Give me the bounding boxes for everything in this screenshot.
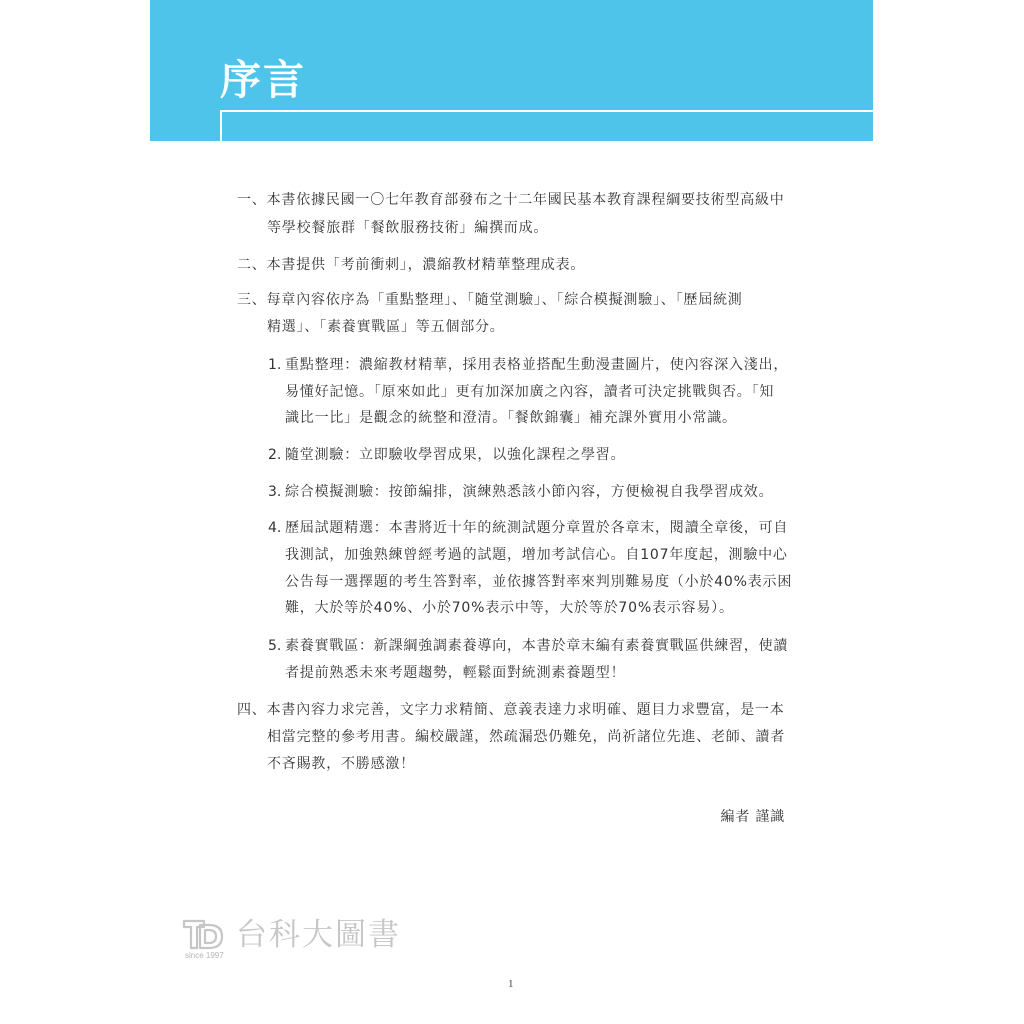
- item-5-number: 5.: [268, 638, 282, 654]
- item-4-text: 歷屆試題精選：本書將近十年的統測試題分章置於各章末，閱讀全章後，可自: [285, 520, 789, 536]
- item-3-line-1: [268, 482, 773, 502]
- section-2-marker: 二、: [237, 257, 267, 273]
- item-4-line-1: [268, 518, 788, 538]
- section-4-marker: 四、: [237, 702, 267, 718]
- section-3-line-2: 精選」、「素養實戰區」等五個部分。: [267, 319, 505, 335]
- item-1-text: 重點整理：濃縮教材精華，採用表格並搭配生動漫畫圖片，使內容深入淺出，: [285, 357, 789, 373]
- page-title: 序言: [220, 56, 306, 104]
- header-rule-vertical: [220, 110, 222, 141]
- section-3-text: 每章內容依序為「重點整理」、「隨堂測驗」、「綜合模擬測驗」、「歷屆統測: [266, 292, 743, 308]
- publisher-name: 台科大圖書: [236, 917, 401, 953]
- item-5-text: 素養實戰區：新課綱強調素養導向，本書於章末編有素養實戰區供練習，使讀: [285, 638, 789, 654]
- item-1-line-2: 易懂好記憶。「原來如此」更有加深加廣之內容，讀者可決定挑戰與否。「知: [285, 384, 775, 400]
- section-1-line-1: [237, 190, 785, 210]
- item-2-line-1: [268, 445, 625, 465]
- item-1-number: 1.: [268, 357, 282, 373]
- item-4-line-2: 我測試，加強熟練曾經考過的試題，增加考試信心。自107年度起，測驗中心: [285, 547, 788, 563]
- section-4-line-1: [237, 700, 785, 720]
- item-5-line-1: [268, 636, 788, 656]
- td-logo-icon: [182, 917, 224, 951]
- section-3-line-1: [237, 290, 743, 310]
- section-4-line-2: 相當完整的參考用書。編校嚴謹，然疏漏恐仍難免，尚祈諸位先進、老師、讀者: [267, 729, 785, 745]
- item-4-line-3: 公告每一選擇題的考生答對率，並依據答對率來判別難易度（小於40%表示困: [285, 574, 793, 590]
- section-2-line-1: [237, 255, 585, 275]
- header-rule-horizontal: [220, 110, 873, 112]
- header-band: [150, 0, 873, 141]
- section-3-marker: 三、: [237, 292, 267, 308]
- section-4-text: 本書內容力求完善，文字力求精簡、意義表達力求明確、題目力求豐富，是一本: [266, 702, 785, 718]
- item-1-line-3: 識比一比」是觀念的統整和澄清。「餐飲錦囊」補充課外實用小常識。: [285, 410, 737, 426]
- item-2-text: 隨堂測驗：立即驗收學習成果，以強化課程之學習。: [285, 447, 626, 463]
- item-2-number: 2.: [268, 447, 282, 463]
- item-4-line-4: 難，大於等於40%、小於70%表示中等，大於等於70%表示容易）。: [285, 600, 734, 616]
- item-5-line-2: 者提前熟悉未來考題趨勢，輕鬆面對統測素養題型！: [285, 665, 626, 681]
- item-4-number: 4.: [268, 520, 282, 536]
- publisher-since: since 1997: [185, 951, 224, 960]
- section-1-marker: 一、: [237, 192, 267, 208]
- item-3-number: 3.: [268, 484, 282, 500]
- page-number: 1: [508, 978, 514, 990]
- section-4-line-3: 不吝賜教，不勝感激！: [267, 756, 415, 772]
- section-1-line-2: 等學校餐旅群「餐飲服務技術」編撰而成。: [267, 220, 549, 236]
- section-1-text: 本書依據民國一〇七年教育部發布之十二年國民基本教育課程綱要技術型高級中: [266, 192, 785, 208]
- item-3-text: 綜合模擬測驗：按節編排，演練熟悉該小節內容，方便檢視自我學習成效。: [285, 484, 774, 500]
- section-2-text: 本書提供「考前衝刺」，濃縮教材精華整理成表。: [266, 257, 586, 273]
- item-1-line-1: [268, 355, 788, 375]
- author-signature: 編者 謹識: [720, 809, 785, 825]
